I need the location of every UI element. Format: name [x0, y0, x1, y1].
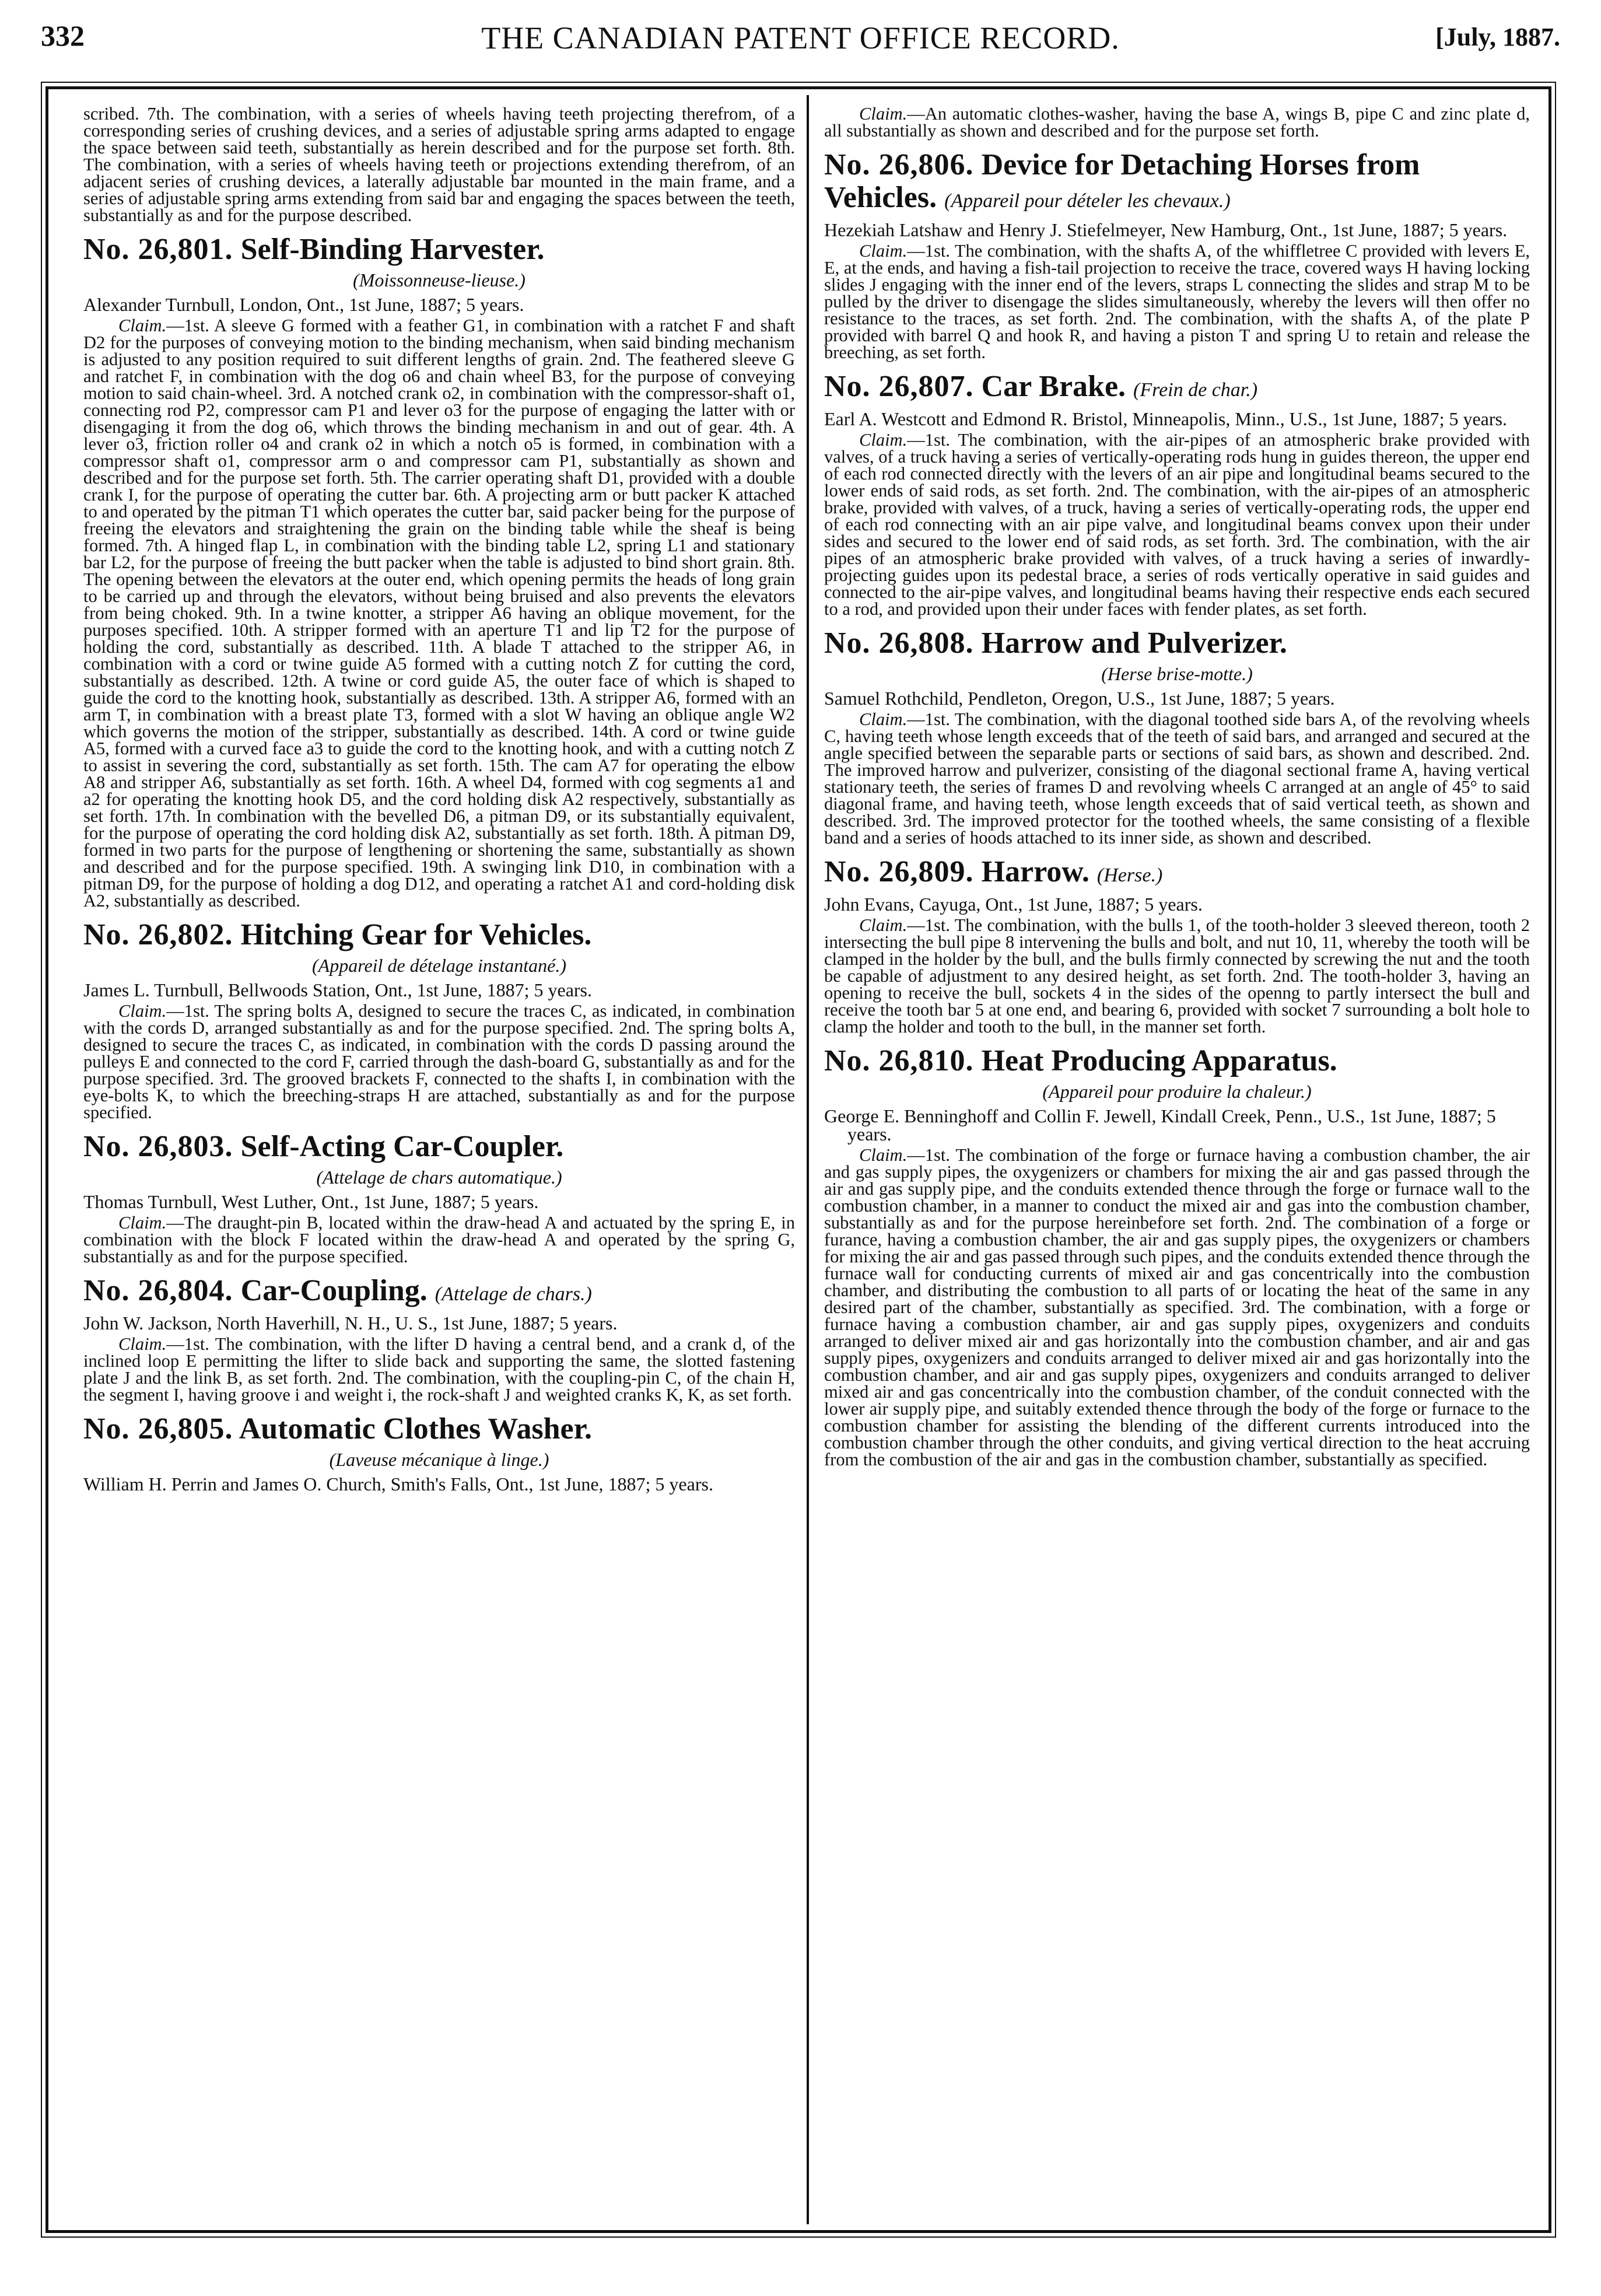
patent-heading	[824, 1045, 1530, 1077]
french-title: (Appareil pour dételer les chevaux.)	[944, 190, 1231, 212]
patent-heading	[824, 856, 1530, 892]
inventor-line: John W. Jackson, North Haverhill, N. H., U. S., 1st June, 1887; 5 years.	[83, 1312, 618, 1334]
left-entries	[83, 233, 795, 1493]
patent-number: No. 26,803.	[83, 1130, 233, 1163]
claim-label: Claim.	[859, 709, 908, 729]
content-frame	[45, 86, 1551, 2233]
french-title: (Frein de char.)	[1133, 379, 1258, 401]
french-subtitle: (Attelage de chars automatique.)	[316, 1167, 562, 1188]
publication-title: THE CANADIAN PATENT OFFICE RECORD.	[481, 20, 1120, 55]
french-subtitle: (Appareil pour produire la chaleur.)	[1042, 1081, 1312, 1102]
patent-number: No. 26,805.	[83, 1412, 233, 1446]
patent-heading	[824, 370, 1530, 407]
claim-label: Claim.	[118, 1001, 167, 1021]
patent-number: No. 26,809.	[824, 855, 974, 888]
patent-claim	[824, 106, 1530, 139]
claim-text: —1st. A sleeve G formed with a feather G1, in combination with a ratchet F and shaft D2 for the purposes of conveying motion to the binding mechanism, when said binding mechanism is adjusted to any position required to suit different lengths of grain. 2nd. The feathered sleeve G and ratchet F, in combination with the dog o6 and chain wheel B3, for the purpose of conveying motion to said chain-wheel. 3rd. A notched crank o2, in combination with the compressor-shaft o1, connecting rod P2, compressor cam P1 and lever o3 for the purpose of engaging the latter with or disengaging it from the dog o6, which throws the binding mechanism in and out of gear. 4th. A lever o3, friction roller o4 and crank o2 in which a notch o5 is formed, in combination with a compressor shaft o1, compressor arm o and compressor cam P1, substantially as shown and described and for the purpose set forth. 5th. The carrier operating shaft D1, provided with a double crank I, for the purpose of operating the cutter bar. 6th. A projecting arm or butt packer K attached to and operated by the pitman T1 which operates the cutter bar, said packer being for the purpose of freeing the elevators and straightening the grain on the binding table while the sheaf is being formed. 7th. A hinged flap L, in combination with the binding table L2, spring L1 and stationary bar L2, for the purpose of freeing the butt packer when the table is adjusted to bind short grain. 8th. The opening between the elevators at the outer end, which opening permits the heads of long grain to be carried up and through the elevators, without being bruised and also prevents the elevators from being choked. 9th. In a twine knotter, a stripper A6 having an oblique movement, for the purposes specified. 10th. A stripper formed with an aperture T1 and lip T2 for the purpose of holding the cord, substantially as described. 11th. A blade T attached to the stripper A6, in combination with a cord or twine guide A5 formed with a cutting notch Z for cutting the cord, substantially as described. 12th. A twine or cord guide A5, the outer face of which is shaped to guide the cord to the knotting hook, substantially as described. 13th. A stripper A6, formed with an arm T, in combination with a breast plate T3, formed with a slot W having an oblique angle W2 which governs the motion of the stripper, substantially as described. 14th. A cord or twine guide A5, formed with a curved face a3 to guide the cord to the knotting hook, and with a cutting notch Z to assist in severing the cord, substantially as set forth. 15th. The cam A7 for operating the elbow A8 and stripper A6, substantially as set forth. 16th. A wheel D4, formed with cog segments a1 and a2 for operating the knotting hook D5, and the cord holding disk A2 respectively, substantially as set forth. 17th. In combination with the bevelled D6, a pitman D9, or its substantially equivalent, for the purpose of operating the cord holding disk A2, substantially as set forth. 18th. A pitman D9, formed in two parts for the purpose of lengthening or shortening the same, substantially as shown and described and for the purpose specified. 19th. A swinging link D10, in combination with a pitman D9, for the purpose of holding a dog D12, and operating a ratchet A1 and cord-holding disk A2, substantially as described.	[83, 316, 795, 911]
inventor-line: Samuel Rothchild, Pendleton, Oregon, U.S., 1st June, 1887; 5 years.	[824, 688, 1335, 709]
patent-heading	[824, 627, 1530, 660]
patent-claim	[824, 243, 1530, 361]
claim-text: —1st. The combination, with the air-pipes of an atmospheric brake provided with valves, of a truck having a series of vertically-operating rods hung in guides thereon, the upper end of each rod connected directly with the levers of an air pipe and longitudinal beams secured to the lower ends of said rods, as set forth. 2nd. The combination, with the air-pipes of an atmospheric brake, provided with valves, of a truck, having a series of vertically-operating rods, the upper end of each rod connecting with an air pipe valve, and longitudinal beams convex upon their under sides and secured to the lower end of said rods, as set forth. 3rd. The combination, with the air pipes of an atmospheric brake provided with valves, of a truck having a series of inwardly-projecting guides upon its pedestal brace, a series of rods vertically operative in said guides and connected to the air-pipe valves, and longitudinal beams having their respective ends each secured to a rod, and provided upon their under faces with fender plates, as set forth.	[824, 430, 1530, 619]
french-title: (Attelage de chars.)	[435, 1283, 592, 1305]
patent-entry	[83, 1275, 795, 1404]
claim-text: —An automatic clothes-washer, having the base A, wings B, pipe C and zinc plate d, all substantially as shown and described and for the purpose set forth.	[824, 106, 1530, 141]
patent-entry	[83, 1413, 795, 1493]
column-divider	[807, 95, 809, 2224]
left-column	[83, 106, 795, 2218]
patent-number: No. 26,810.	[824, 1044, 974, 1077]
patent-heading	[83, 1130, 795, 1163]
claim-text: —1st. The combination, with the diagonal toothed side bars A, of the revolving wheels C, having teeth whose length exceeds that of the teeth of said bars, and arranged and secured at the angle specified between the separable parts or sections of said bars, as shown and described. 2nd. The improved harrow and pulverizer, consisting of the diagonal sectional frame A, having vertical stationary teeth, the series of frames D and revolving wheels C arranged at an angle of 45° to said diagonal frame, and having teeth, whose length exceeds that of said vertical teeth, as shown and described. 3rd. The improved protector for the toothed wheels, the same consisting of a flexible band and a series of hoods attached to its inner side, as shown and described.	[824, 709, 1530, 848]
patent-claim	[83, 1003, 795, 1121]
claim-text: —1st. The spring bolts A, designed to secure the traces C, as indicated, in combination with the cords D, arranged substantially as and for the purpose specified. 2nd. The spring bolts A, designed to secure the traces C, as indicated, in combination with the cords D passing around the pulleys E and connected to the cord F, carried through the dash-board G, substantially as and for the purpose specified. 3rd. The grooved brackets F, connected to the shafts I, in combination with the eye-bolts K, to which the breeching-straps H are attached, substantially as and for the purpose specified.	[83, 1001, 795, 1122]
claim-label: Claim.	[118, 1213, 167, 1233]
patent-entry	[824, 149, 1530, 361]
patent-entry	[824, 370, 1530, 618]
right-column	[824, 106, 1530, 2218]
patent-title: Self-Binding Harvester.	[240, 233, 545, 266]
patent-number: No. 26,807.	[824, 370, 974, 403]
inventor-line: William H. Perrin and James O. Church, Smith's Falls, Ont., 1st June, 1887; 5 years.	[83, 1474, 713, 1494]
french-subtitle: (Herse brise-motte.)	[1101, 663, 1253, 684]
patent-entry	[824, 1045, 1530, 1468]
patent-claim	[83, 1214, 795, 1265]
patent-title: Device for Detaching Horses from Vehicles.	[824, 148, 1420, 214]
patent-heading	[83, 919, 795, 951]
inventor-line: Thomas Turnbull, West Luther, Ont., 1st June, 1887; 5 years.	[83, 1191, 539, 1212]
patent-claim	[824, 1147, 1530, 1468]
claim-label: Claim.	[859, 106, 908, 124]
patent-title: Heat Producing Apparatus.	[981, 1044, 1337, 1077]
patent-claim	[824, 432, 1530, 618]
claim-label: Claim.	[859, 430, 908, 450]
patent-entry	[83, 919, 795, 1121]
claim-text: —The draught-pin B, located within the draw-head A and actuated by the spring E, in combination with the block F located within the draw-head A and operated by the spring G, substantially as and for the purpose specified.	[83, 1213, 795, 1266]
claim-label: Claim.	[859, 1145, 908, 1165]
patent-claim	[83, 1336, 795, 1404]
patent-entry	[83, 1130, 795, 1265]
patent-title: Hitching Gear for Vehicles.	[240, 918, 592, 951]
french-subtitle: (Laveuse mécanique à linge.)	[329, 1449, 549, 1470]
claim-label: Claim.	[859, 915, 908, 935]
patent-heading	[83, 1275, 795, 1311]
patent-number: No. 26,804.	[83, 1274, 233, 1307]
patent-claim	[824, 711, 1530, 846]
patent-title: Automatic Clothes Washer.	[239, 1412, 592, 1446]
patent-number: No. 26,806.	[824, 148, 974, 181]
patent-title: Harrow.	[981, 855, 1089, 888]
patent-number: No. 26,802.	[83, 918, 233, 951]
patent-number: No. 26,801.	[83, 233, 233, 266]
issue-date: [July, 1887.	[1435, 23, 1560, 51]
claim-text: —1st. The combination of the forge or furnace having a combustion chamber, the air and gas supply pipes, the oxygenizers or chambers for mixing the air and gas passed through the air and gas supply pipe, and the conduits extended thence through the forge or furnace wall to the combustion chamber, in a manner to conduct the mixed air and gas into the combustion chamber, substantially as and for the purpose hereinbefore set forth. 2nd. The combination of a forge or furance, having a combustion chamber, the air and gas supply pipes, the oxygenizers or chambers for mixing the air and gas passed through such pipes, and the conduits extended thence through the furnace wall for conducting currents of mixed air and gas concentrically into the combustion chamber, and distributing the combustion to all parts of or locating the heat of the same in any desired part of the chamber, substantially as specified. 3rd. The combination, with a forge or furnace having a combustion chamber, air and gas supply pipes, oxygenizers and conduits arranged to deliver mixed air and gas horizontally into the combustion chamber, and air and gas supply pipes, oxygenizers and conduits arranged to deliver mixed air and gas horizontally into the combustion chamber, and air and gas supply pipes, oxygenizers and conduits arranged to deliver mixed air and gas concentrically into the combustion chamber, of the conduit connected with the lower air supply pipe, and suitably extended thence through the body of the forge or furnace to the combustion chamber for assisting the blending of the different currents introduced into the combustion chamber through the other conduits, and giving vertical direction to the heat accruing from the combustion of the air and gas in the combustion chamber, substantially as specified.	[824, 1145, 1530, 1469]
patent-heading	[83, 1413, 795, 1446]
patent-entry	[83, 233, 795, 909]
patent-entry	[824, 856, 1530, 1035]
inventor-line: Hezekiah Latshaw and Henry J. Stiefelmeyer, New Hamburg, Ont., 1st June, 1887; 5 years.	[824, 219, 1508, 240]
claim-text: —1st. The combination, with the lifter D having a central bend, and a crank d, of the inclined loop E permitting the lifter to slide back and supporting the same, the slotted fastening plate J and the link B, as set forth. 2nd. The combination, with the coupling-pin C, of the chain H, the segment I, having groove i and weight i, the rock-shaft J and weighted cranks K, K, as set forth.	[83, 1334, 795, 1405]
right-entries	[824, 149, 1530, 1468]
patent-title: Car-Coupling.	[240, 1274, 428, 1307]
claim-label: Claim.	[118, 316, 167, 335]
claim-text: —1st. The combination, with the shafts A, of the whiffletree C provided with levers E, E, at the ends, and having a fish-tail projection to receive the trace, covered ways H having locking slides J engaging with the inner end of the levers, straps L connecting the slides and strap M to be pulled by the driver to disengage the slides simultaneously, whereby the levers will then offer no resistance to the traces, as set forth. 2nd. The combination, with the shafts A, of the plate P provided with barrel Q and hook R, and having a piston T and spring U to retain and release the breeching, as set forth.	[824, 241, 1530, 362]
continued-text: scribed. 7th. The combination, with a series of wheels having teeth projecting therefrom, of a corresponding series of crushing devices, and a series of adjustable spring arms adapted to engage the space between said teeth, substantially as herein described and for the purpose set forth. 8th. The combination, with a series of wheels having teeth or projections extending therefrom, of an adjacent series of crushing devices, a laterally adjustable bar mounted in the main frame, and a series of adjustable spring arms extending from said bar and engaging the spaces between the teeth, substantially as and for the purpose described.	[83, 106, 795, 225]
patent-claim	[83, 317, 795, 909]
page-header	[41, 12, 1560, 58]
claim-label: Claim.	[859, 241, 908, 261]
patent-claim	[824, 917, 1530, 1035]
patent-title: Car Brake.	[981, 370, 1126, 403]
patent-heading	[83, 233, 795, 266]
patent-number: No. 26,808.	[824, 626, 974, 660]
patent-heading	[824, 149, 1530, 218]
patent-title: Harrow and Pulverizer.	[981, 626, 1287, 660]
inventor-line: John Evans, Cayuga, Ont., 1st June, 1887; 5 years.	[824, 894, 1203, 915]
claim-label: Claim.	[118, 1334, 167, 1354]
french-subtitle: (Moissonneuse-lieuse.)	[353, 270, 526, 290]
patent-title: Self-Acting Car-Coupler.	[240, 1130, 564, 1163]
inventor-line: George E. Benninghoff and Collin F. Jewell, Kindall Creek, Penn., U.S., 1st June, 1887; 5 years.	[824, 1105, 1496, 1144]
inventor-line: Alexander Turnbull, London, Ont., 1st June, 1887; 5 years.	[83, 294, 524, 315]
patent-entry	[824, 627, 1530, 846]
inventor-line: Earl A. Westcott and Edmond R. Bristol, Minneapolis, Minn., U.S., 1st June, 1887; 5 years.	[824, 408, 1507, 429]
french-subtitle: (Appareil de dételage instantané.)	[311, 955, 567, 976]
french-title: (Herse.)	[1096, 864, 1163, 886]
inventor-line: James L. Turnbull, Bellwoods Station, Ont., 1st June, 1887; 5 years.	[83, 979, 592, 1000]
claim-text: —1st. The combination, with the bulls 1, of the tooth-holder 3 sleeved thereon, tooth 2 intersecting the bull pipe 8 intervening the bulls and bolt, and nut 10, 11, whereby the tooth will be clamped in the holder by the bull, and the bulls firmly connected by screwing the nut and the tooth be capable of adjustment to any desired height, as set forth. 2nd. The tooth-holder 3, having an opening to receive the bull, sockets 4 in the sides of the openng to partly intersect the bull and receive the tooth bar 5 at one end, and bearing 6, provided with socket 7 surrounding a bolt hole to clamp the holder and tooth to the bull, in the manner set forth.	[824, 915, 1530, 1037]
page-number: 332	[41, 19, 85, 52]
